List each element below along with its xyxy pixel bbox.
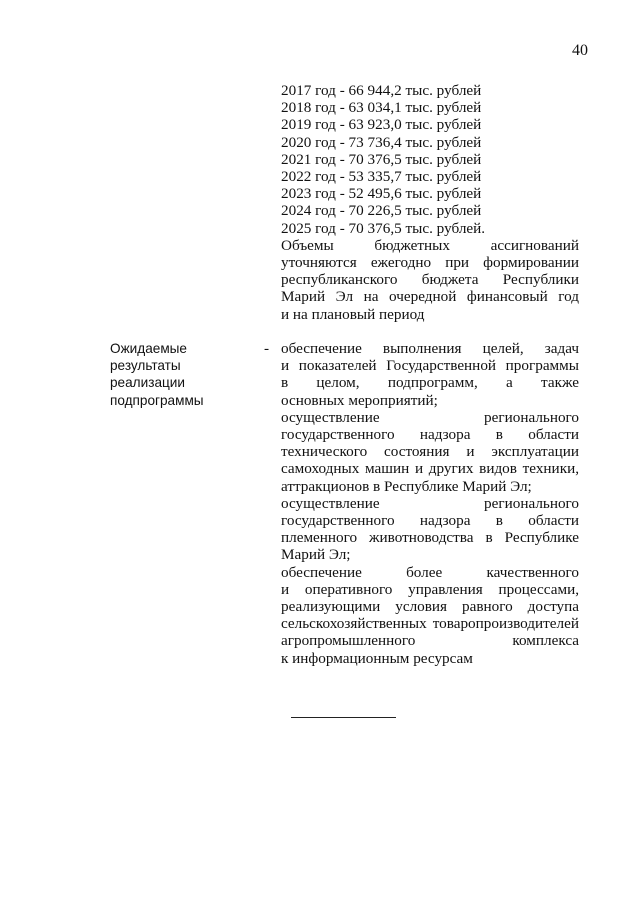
results-line: в целом, подпрограмм, а также [281,374,579,392]
funding-year-2025: 2025 год - 70 376,5 тыс. рублей. [281,219,486,237]
results-line: осуществление регионального [281,494,579,512]
funding-year-2017: 2017 год - 66 944,2 тыс. рублей [281,82,482,99]
footer-rule [291,717,396,718]
funding-year-2022: 2022 год - 53 335,7 тыс. рублей [281,168,482,186]
results-line: реализующими условия равного доступа [281,598,579,616]
results-line: основных мероприятий; [281,391,438,409]
row-dash: - [264,340,270,357]
results-line: осуществление регионального [281,408,579,426]
results-line: аттракционов в Республике Марий Эл; [281,477,532,495]
results-line: к информационным ресурсам [281,649,473,667]
results-line: обеспечение более качественного [281,563,579,581]
funding-year-2018: 2018 год - 63 034,1 тыс. рублей [281,99,482,117]
results-line: обеспечение выполнения целей, задач [281,340,579,357]
results-line: Марий Эл; [281,546,351,564]
results-line: агропромышленного комплекса [281,632,579,650]
funding-note-line: и на плановый период [281,305,425,323]
funding-year-2023: 2023 год - 52 495,6 тыс. рублей [281,185,482,203]
results-line: государственного надзора в области [281,512,579,530]
expected-results-text [281,340,579,667]
results-line: племенного животноводства в Республике [281,529,579,547]
expected-results-label [110,340,250,409]
results-line: сельскохозяйственных товаропроизводителей [281,615,579,633]
label-line: подпрограммы [110,392,204,408]
funding-note-line: республиканского бюджета Республики [281,271,579,289]
results-line: и показателей Государственной программы [281,357,579,375]
funding-note-line: уточняются ежегодно при формировании [281,254,579,272]
label-line: реализации [110,375,185,391]
funding-year-2024: 2024 год - 70 226,5 тыс. рублей [281,202,482,220]
label-line: результаты [110,358,181,374]
results-line: и оперативного управления процессами, [281,580,579,598]
funding-year-2020: 2020 год - 73 736,4 тыс. рублей [281,133,482,151]
funding-year-2019: 2019 год - 63 923,0 тыс. рублей [281,116,482,134]
results-line: технического состояния и эксплуатации [281,443,579,461]
funding-section [281,82,579,323]
funding-note-line: Марий Эл на очередной финансовый год [281,288,579,306]
funding-year-2021: 2021 год - 70 376,5 тыс. рублей [281,150,482,168]
label-line: Ожидаемые [110,341,187,356]
results-line: самоходных машин и других видов техники, [281,460,579,478]
results-line: государственного надзора в области [281,426,579,444]
page-number: 40 [572,42,588,59]
funding-note-line: Объемы бюджетных ассигнований [281,236,579,254]
